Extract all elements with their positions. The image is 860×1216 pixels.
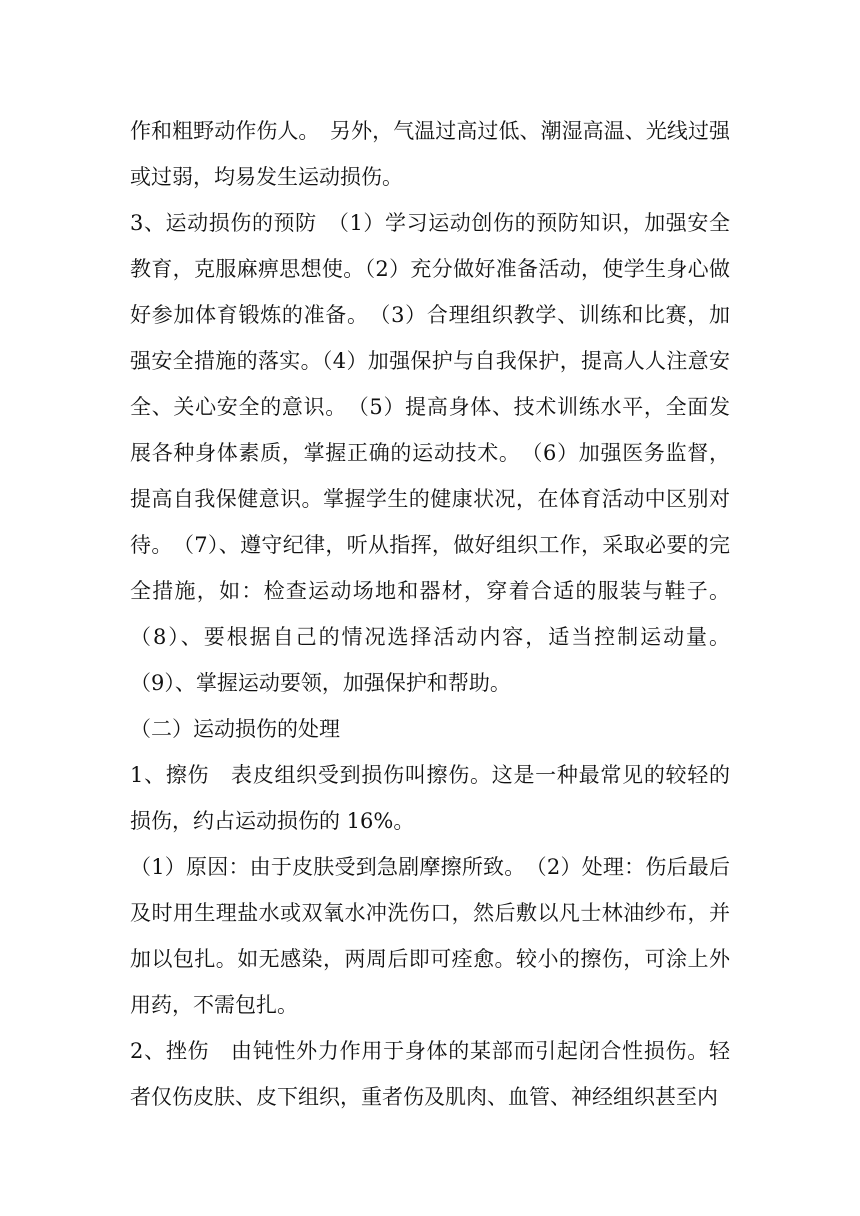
paragraph-prevention: 3、运动损伤的预防 （1）学习运动创伤的预防知识，加强安全教育，克服麻痹思想使。（2）充分做好准备活动，使学生身心做好参加体育锻炼的准备。 （3）合理组织教学、训练和比赛，加强安全措施的落实。（4）加强保护与自我保护，提高人人注意安全、关心安全的意识。 （5）提高身体、技术训练水平，全面发展各种身体素质，掌握正确的运动技术。 （6）加强医务监督，提高自我保健意识。掌握学生的健康状况，在体育活动中区别对待。 （7）、遵守纪律，听从指挥，做好组织工作，采取必要的完全措施，如：检查运动场地和器材，穿着合适的服装与鞋子。（8）、要根据自己的情况选择活动内容，适当控制运动量。（9）、掌握运动要领，加强保护和帮助。 [130, 211, 730, 695]
paragraph-abrasion: 1、擦伤 表皮组织受到损伤叫擦伤。这是一种最常见的较轻的损伤，约占运动损伤的 16%。 [130, 763, 730, 833]
paragraph-continuation: 作和粗野动作伤人。 另外，气温过高过低、潮湿高温、光线过强或过弱，均易发生运动损伤。 [130, 119, 730, 189]
paragraph-contusion: 2、挫伤 由钝性外力作用于身体的某部而引起闭合性损伤。轻者仅伤皮肤、皮下组织，重者伤及肌肉、血管、神经组织甚至内 [130, 1039, 730, 1109]
paragraph-abrasion-cause-treatment: （1）原因：由于皮肤受到急剧摩擦所致。 （2）处理：伤后最后及时用生理盐水或双氧水冲洗伤口，然后敷以凡士林油纱布，并加以包扎。如无感染，两周后即可痊愈。较小的擦伤，可涂上外用药，不需包扎。 [130, 855, 730, 1017]
document-body [130, 108, 730, 1120]
section-heading-treatment: （二）运动损伤的处理 [130, 717, 340, 741]
